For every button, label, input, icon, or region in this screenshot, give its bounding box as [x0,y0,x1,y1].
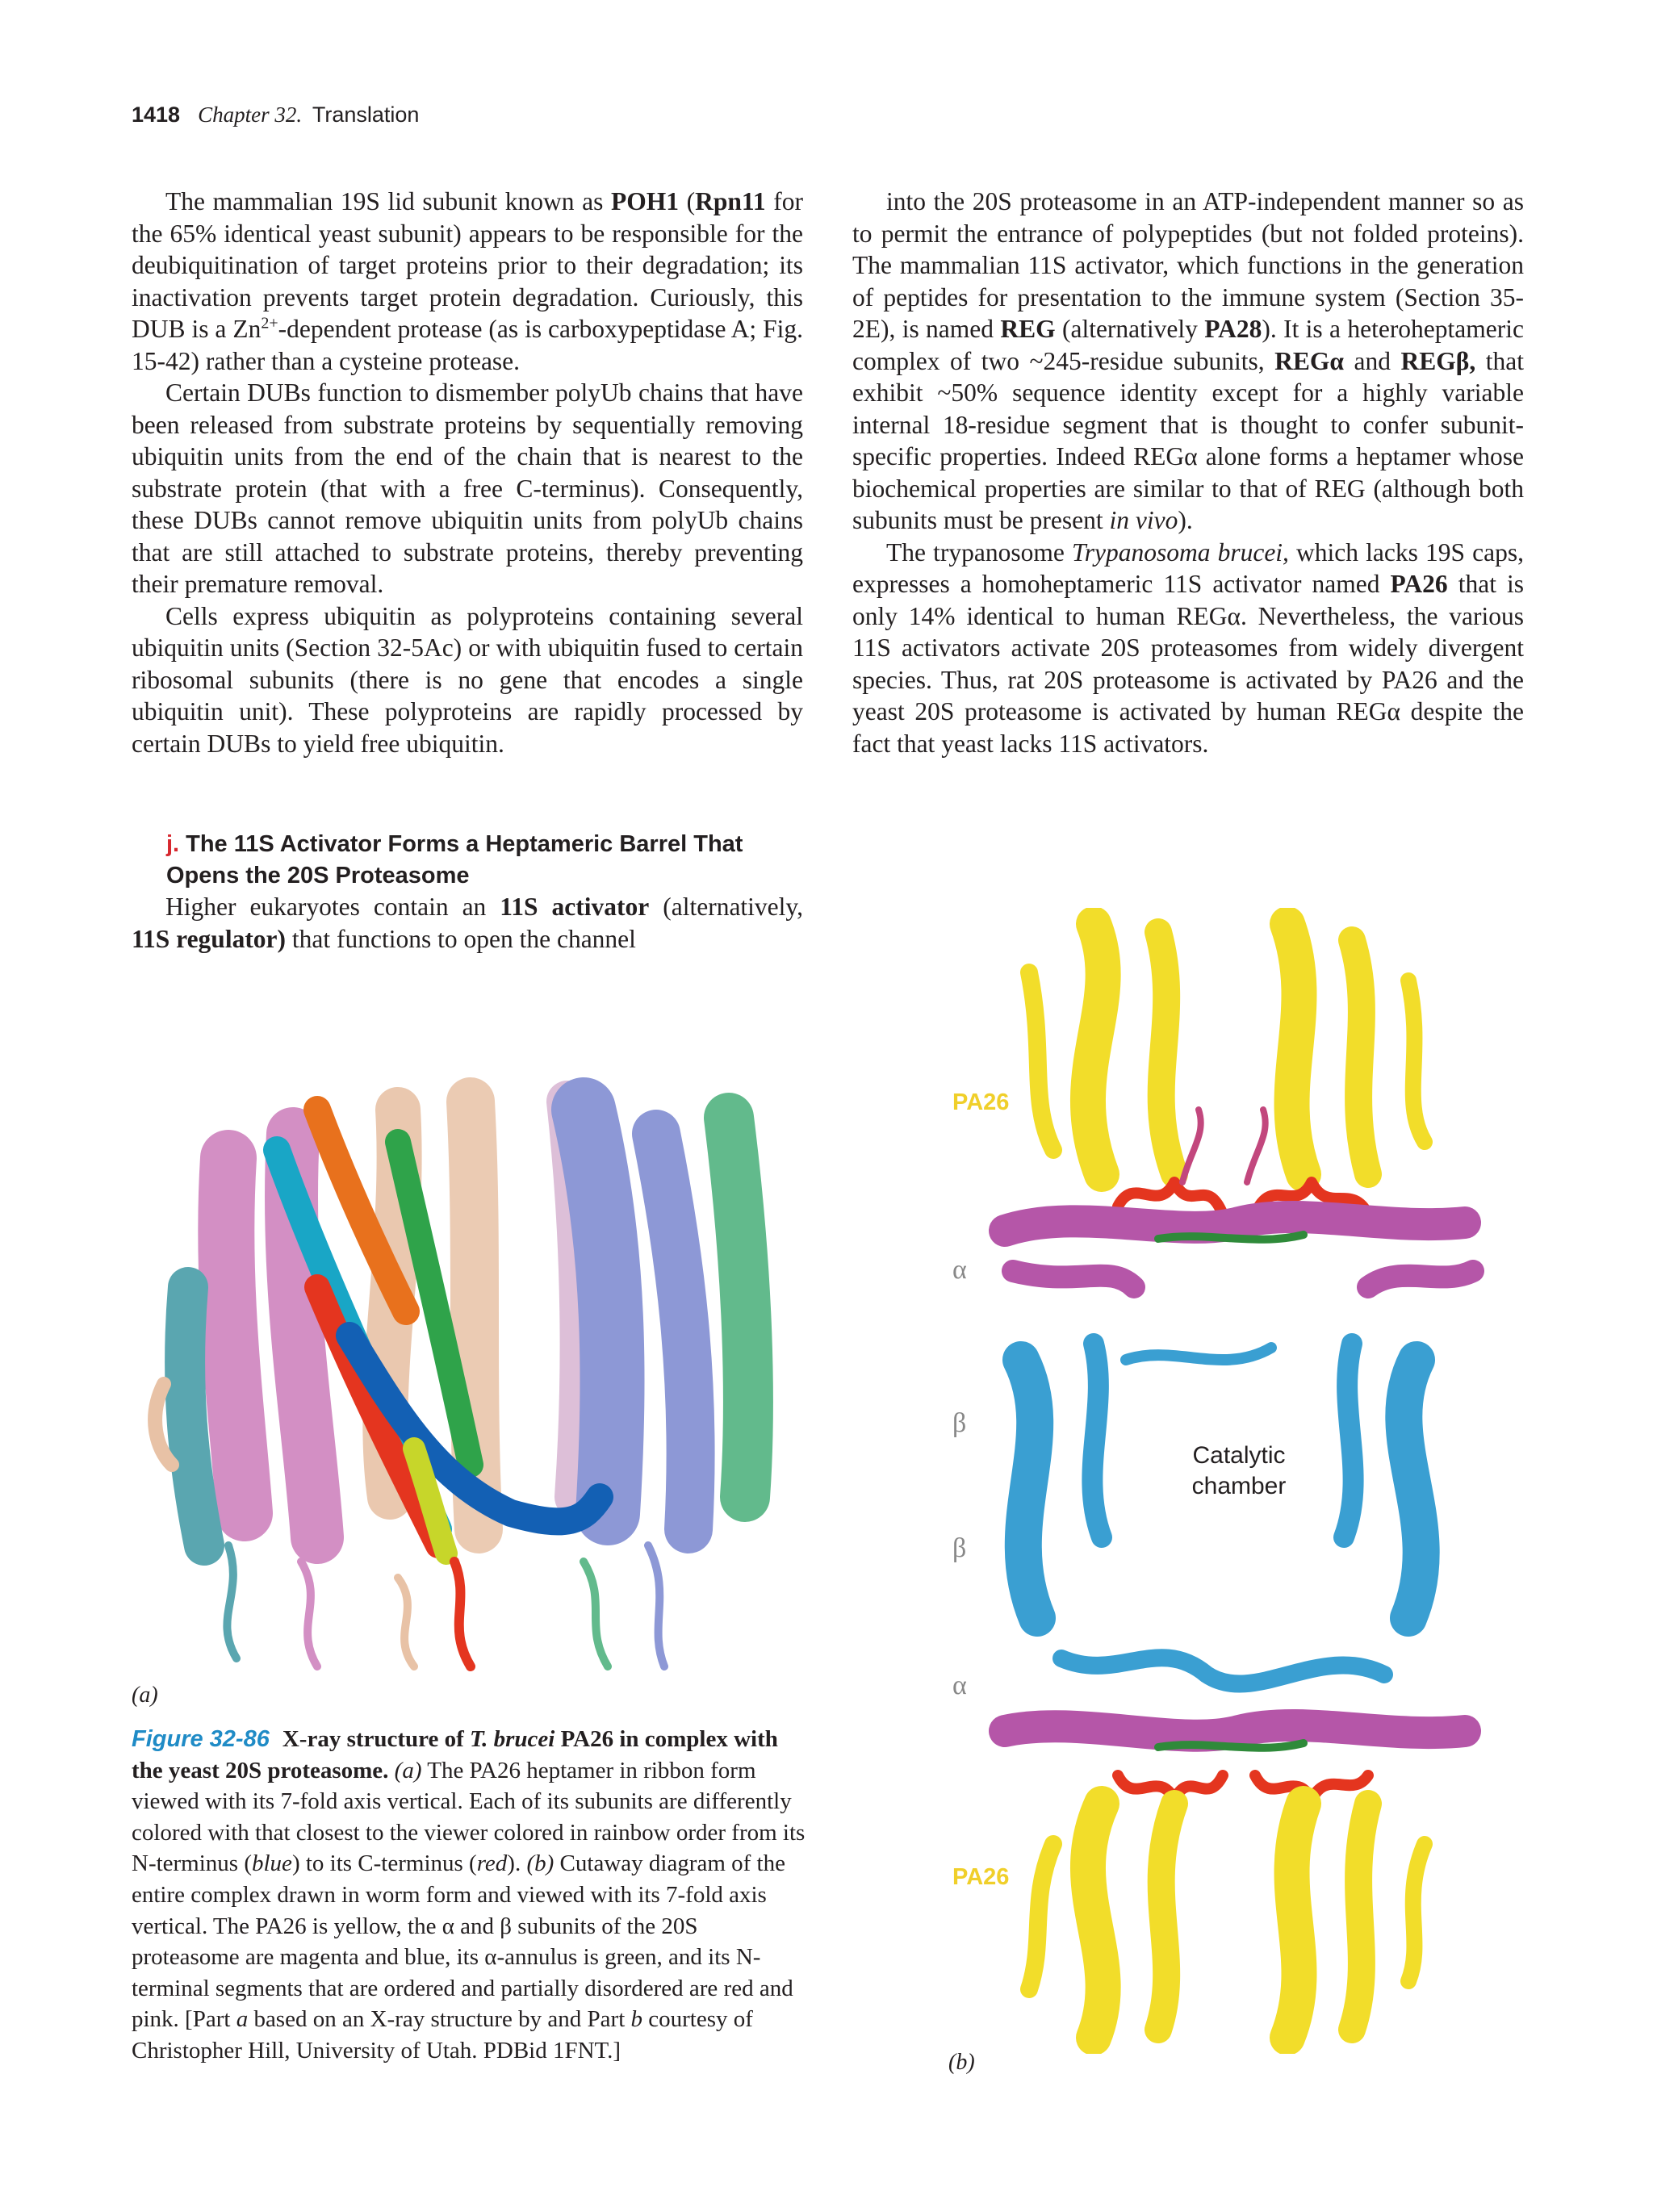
paragraph: Higher eukaryotes contain an 11S activator (alternatively, 11S regulator) that functions to open the channel [132,893,803,953]
label-pa26-bottom: PA26 [952,1864,1010,1890]
right-column [852,186,1524,759]
chapter-label: Chapter 32. [198,102,303,127]
left-column [132,186,803,759]
figure-number: Figure 32-86 [132,1726,270,1752]
page-number: 1418 [132,102,181,127]
section-body [132,891,803,955]
section-title: The 11S Activator Forms a Heptameric Barrel That Opens the 20S Proteasome [166,831,743,889]
paragraph: Cells express ubiquitin as polyproteins containing several ubiquitin units (Section 32-5Ac) or with ubiquitin fused to certain ribosomal subunits (there is no gene that encodes a single ubiquitin unit). These polyproteins are rapidly processed by certain DUBs to yield free ubiquitin. [132,601,803,758]
figure-a-part-label: (a) [132,1683,158,1708]
figure-b-part-label: (b) [948,2050,975,2075]
figure-b-cutaway-diagram [916,908,1530,2054]
label-beta-top: β [952,1408,967,1438]
label-beta-bottom: β [952,1533,967,1563]
section-heading [166,829,812,892]
figure-a-ribbon-structure [132,1045,810,1675]
paragraph: Certain DUBs function to dismember polyUb chains that have been released from substrate proteins by sequentially removing ubiquitin units from the end of the chain that is nearest to the substrate protein (that with a free C-terminus). Consequently, these DUBs cannot remove ubiquitin units from polyUb chains that are still attached to substrate proteins, thereby preventing their premature removal. [132,378,803,598]
running-head [132,102,419,128]
section-label: Translation [312,102,420,127]
paragraph: The mammalian 19S lid subunit known as POH1 (Rpn11 for the 65% identical yeast subunit) appears to be responsible for the deubiquitination of target proteins prior to their degradation; its inactivation prevents target protein degradation. Curiously, this DUB is a $Zn^{2+}$-dependent protease (as is carboxypeptidase A; Fig. 15-42) rather than a cysteine protease. [132,187,803,375]
label-catalytic-chamber [1146,1441,1332,1502]
label-pa26-top: PA26 [952,1089,1010,1115]
paragraph: The trypanosome Trypanosoma brucei, which lacks 19S caps, expresses a homoheptameric 11S activator named PA26 that is only 14% identical to human REGα. Nevertheless, the various 11S activators activate 20S proteasomes from widely divergent species. Thus, rat 20S proteasome is activated by PA26 and the yeast 20S proteasome is activated by human REGα despite the fact that yeast lacks 11S activators. [852,537,1524,758]
label-alpha-top: α [952,1255,967,1285]
label-chamber-line-1: Catalytic [1192,1442,1286,1469]
figure-caption: Figure 32-86 X-ray structure of T. brucei PA26 in complex with the yeast 20S proteasome. (a) The PA26 heptamer in ribbon form viewed with its 7-fold axis vertical. Each of its subunits are differently colored with that closest to the viewer colored in rainbow order from its N-terminus (blue) to its C-terminus (red). (b) Cutaway diagram of the entire complex drawn in worm form and viewed with its 7-fold axis vertical. The PA26 is yellow, the α and β subunits of the 20S proteasome are magenta and blue, its α-annulus is green, and its N-terminal segments that are ordered and partially disordered are red and pink. [Part a based on an X-ray structure by and Part b courtesy of Christopher Hill, University of Utah. PDBid 1FNT.] [132,1726,806,2064]
section-letter: j. [166,831,180,857]
paragraph: into the 20S proteasome in an ATP-independent manner so as to permit the entrance of polypeptides (but not folded proteins). The mammalian 11S activator, which functions in the generation of peptides for presentation to the immune system (Section 35-2E), is named REG (alternatively PA28). It is a heteroheptameric complex of two ~245-residue subunits, REGα and REGβ, that exhibit ~50% sequence identity except for a highly variable internal 18-residue segment that is thought to confer subunit-specific properties. Indeed REGα alone forms a heptamer whose biochemical properties are similar to that of REG (although both subunits must be present in vivo). [852,187,1524,534]
label-alpha-bottom: α [952,1670,967,1700]
ribbon-illustration [132,1045,810,1675]
label-chamber-line-2: chamber [1191,1473,1287,1499]
